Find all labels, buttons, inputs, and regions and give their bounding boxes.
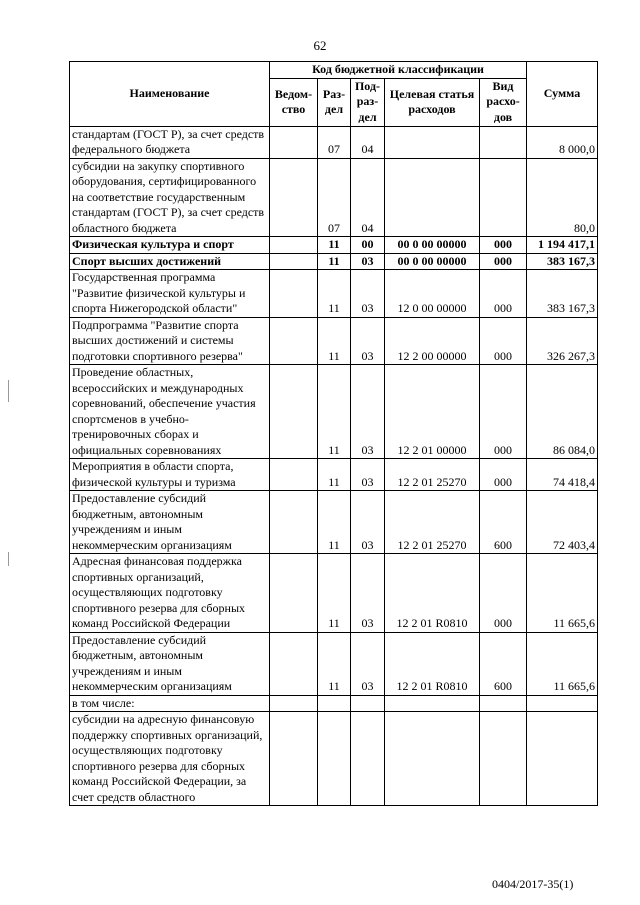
- row-ved: [270, 237, 318, 254]
- row-cel: [385, 695, 480, 712]
- row-sum: [527, 712, 598, 806]
- row-vid: [480, 126, 527, 158]
- row-name: в том числе:: [70, 695, 270, 712]
- row-podrazdel: [351, 695, 385, 712]
- header-summa: Сумма: [527, 62, 598, 127]
- row-sum: 383 167,3: [527, 270, 598, 318]
- row-name: Адресная финансовая поддержка спортивных организаций, осуществляющих подготовку спортивного резерва для сборных команд Российской Федерации: [70, 554, 270, 633]
- row-razdel: 11: [318, 491, 351, 554]
- row-vid: 600: [480, 491, 527, 554]
- table-row: [70, 253, 598, 270]
- row-cel: 00 0 00 00000: [385, 253, 480, 270]
- row-vid: [480, 712, 527, 806]
- row-podrazdel: 03: [351, 317, 385, 365]
- row-ved: [270, 158, 318, 237]
- header-celevaya: Целевая статья расходов: [385, 78, 480, 126]
- row-podrazdel: 04: [351, 126, 385, 158]
- row-podrazdel: 03: [351, 253, 385, 270]
- row-razdel: [318, 712, 351, 806]
- row-razdel: 11: [318, 253, 351, 270]
- row-razdel: 11: [318, 632, 351, 695]
- row-name: Подпрограмма "Развитие спорта высших достижений и системы подготовки спортивного резерва": [70, 317, 270, 365]
- table-row: [70, 712, 598, 806]
- row-razdel: 11: [318, 365, 351, 459]
- header-name: Наименование: [70, 62, 270, 127]
- row-vid: [480, 695, 527, 712]
- row-name: субсидии на адресную финансовую поддержку спортивных организаций, осуществляющих подготовку спортивного резерва для сборных команд Российской Федерации, за счет средств областного: [70, 712, 270, 806]
- row-cel: 12 2 01 25270: [385, 459, 480, 491]
- row-podrazdel: 03: [351, 365, 385, 459]
- row-ved: [270, 632, 318, 695]
- table-row: [70, 632, 598, 695]
- row-ved: [270, 695, 318, 712]
- row-sum: 86 084,0: [527, 365, 598, 459]
- row-sum: 11 665,6: [527, 554, 598, 633]
- row-ved: [270, 491, 318, 554]
- row-sum: 1 194 417,1: [527, 237, 598, 254]
- row-razdel: [318, 695, 351, 712]
- row-name: Мероприятия в области спорта, физической культуры и туризма: [70, 459, 270, 491]
- row-name: стандартам (ГОСТ Р), за счет средств федерального бюджета: [70, 126, 270, 158]
- row-name: Проведение областных, всероссийских и международных соревнований, обеспечение участия спортсменов в учебно-тренировочных сборах и официальных соревнованиях: [70, 365, 270, 459]
- row-sum: 11 665,6: [527, 632, 598, 695]
- margin-mark: [8, 552, 9, 566]
- row-cel: 12 2 00 00000: [385, 317, 480, 365]
- row-ved: [270, 459, 318, 491]
- row-name: Предоставление субсидий бюджетным, автономным учреждениям и иным некоммерческим организациям: [70, 632, 270, 695]
- row-podrazdel: 03: [351, 554, 385, 633]
- row-vid: 000: [480, 365, 527, 459]
- row-name: Спорт высших достижений: [70, 253, 270, 270]
- row-podrazdel: 03: [351, 491, 385, 554]
- row-razdel: 11: [318, 554, 351, 633]
- table-row: [70, 491, 598, 554]
- row-podrazdel: 03: [351, 632, 385, 695]
- budget-table: [69, 61, 598, 806]
- row-vid: 000: [480, 554, 527, 633]
- row-sum: 80,0: [527, 158, 598, 237]
- row-name: Физическая культура и спорт: [70, 237, 270, 254]
- row-ved: [270, 126, 318, 158]
- row-cel: 12 0 00 00000: [385, 270, 480, 318]
- row-podrazdel: [351, 712, 385, 806]
- table-row: [70, 365, 598, 459]
- row-podrazdel: 03: [351, 270, 385, 318]
- table-row: [70, 459, 598, 491]
- table-row: [70, 270, 598, 318]
- row-razdel: 11: [318, 459, 351, 491]
- row-ved: [270, 554, 318, 633]
- table-row: [70, 554, 598, 633]
- row-ved: [270, 270, 318, 318]
- row-podrazdel: 03: [351, 459, 385, 491]
- row-sum: 74 418,4: [527, 459, 598, 491]
- row-cel: 12 2 01 25270: [385, 491, 480, 554]
- table-row: [70, 237, 598, 254]
- header-podrazdel: Под-раз-дел: [351, 78, 385, 126]
- row-vid: 000: [480, 253, 527, 270]
- row-name: Государственная программа "Развитие физической культуры и спорта Нижегородской области": [70, 270, 270, 318]
- row-vid: 000: [480, 317, 527, 365]
- row-ved: [270, 365, 318, 459]
- table-row: [70, 317, 598, 365]
- row-cel: [385, 712, 480, 806]
- row-sum: 8 000,0: [527, 126, 598, 158]
- row-razdel: 11: [318, 317, 351, 365]
- row-podrazdel: 00: [351, 237, 385, 254]
- page-number: 62: [313, 38, 327, 53]
- row-razdel: 07: [318, 158, 351, 237]
- row-cel: 12 2 01 R0810: [385, 632, 480, 695]
- row-sum: 326 267,3: [527, 317, 598, 365]
- margin-mark: [8, 380, 9, 402]
- row-sum: [527, 695, 598, 712]
- row-razdel: 07: [318, 126, 351, 158]
- row-vid: 600: [480, 632, 527, 695]
- row-cel: [385, 158, 480, 237]
- row-podrazdel: 04: [351, 158, 385, 237]
- row-vid: 000: [480, 459, 527, 491]
- row-name: субсидии на закупку спортивного оборудования, сертифицированного на соответствие государственным стандартам (ГОСТ Р), за счет средств областного бюджета: [70, 158, 270, 237]
- row-cel: 00 0 00 00000: [385, 237, 480, 254]
- row-cel: 12 2 01 R0810: [385, 554, 480, 633]
- row-sum: 383 167,3: [527, 253, 598, 270]
- header-group: Код бюджетной классификации: [270, 62, 527, 79]
- table-row: [70, 158, 598, 237]
- row-name: Предоставление субсидий бюджетным, автономным учреждениям и иным некоммерческим организациям: [70, 491, 270, 554]
- table-row: [70, 695, 598, 712]
- table-row: [70, 126, 598, 158]
- row-vid: 000: [480, 270, 527, 318]
- header-vedomstvo: Ведом-ство: [270, 78, 318, 126]
- header-vid: Вид расхо-дов: [480, 78, 527, 126]
- row-vid: [480, 158, 527, 237]
- row-ved: [270, 712, 318, 806]
- row-cel: [385, 126, 480, 158]
- row-ved: [270, 253, 318, 270]
- row-razdel: 11: [318, 237, 351, 254]
- header-razdel: Раз-дел: [318, 78, 351, 126]
- row-vid: 000: [480, 237, 527, 254]
- row-ved: [270, 317, 318, 365]
- row-sum: 72 403,4: [527, 491, 598, 554]
- row-razdel: 11: [318, 270, 351, 318]
- row-cel: 12 2 01 00000: [385, 365, 480, 459]
- document-code: 0404/2017-35(1): [492, 877, 574, 891]
